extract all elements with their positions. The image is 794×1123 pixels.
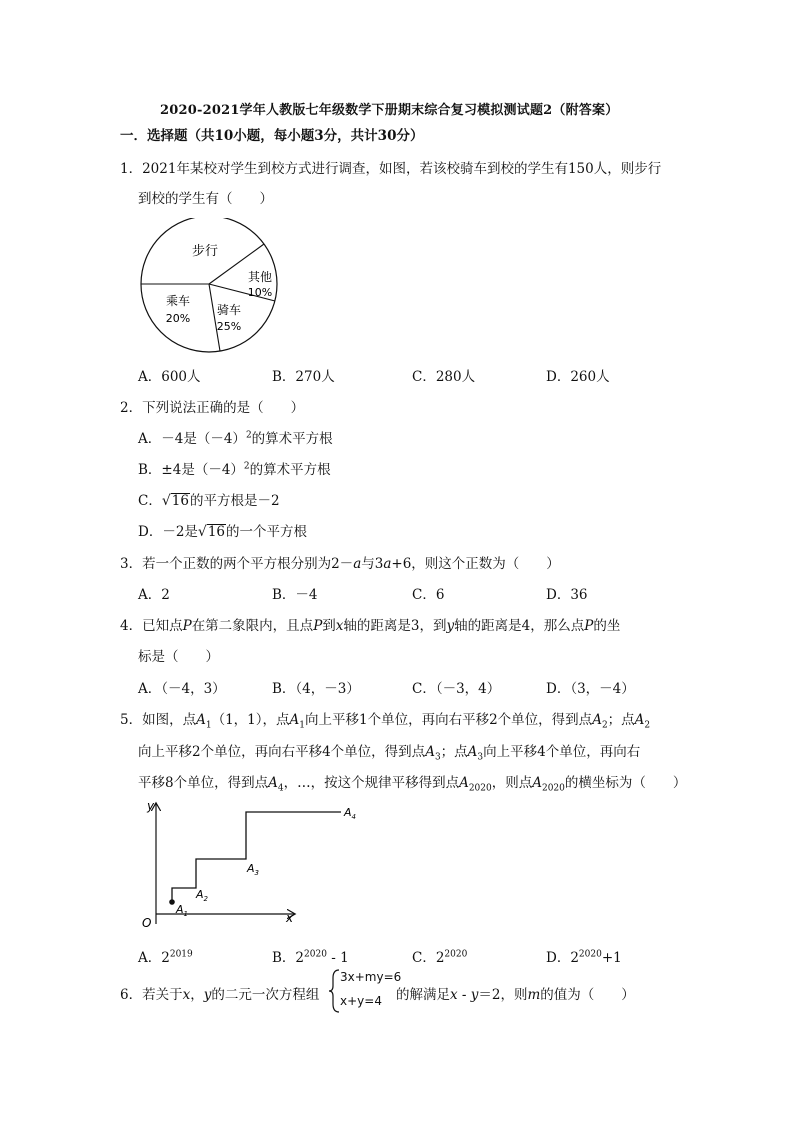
q2-option-b: B．±4是$(-4)^2$的算术平方根 (138, 461, 331, 478)
q4-stem-line1: 4．已知点P在第二象限内，且点P到x轴的距离是3，到y轴的距离是4，那么点P的坐 (120, 618, 621, 634)
pie-label-walk: 步行 (191, 244, 219, 259)
label-a1: $A_1$ (176, 903, 188, 918)
q1-option-a: A．600人 (138, 369, 201, 385)
q3-option-a: A．2 (138, 587, 170, 603)
q2-option-d: D．－2是√16的一个平方根 (138, 524, 308, 540)
q6-stem: 6．若关于x，y的二元一次方程组 (120, 987, 320, 1003)
pie-chart (138, 218, 288, 358)
q4-option-b: B．（4，－3） (272, 681, 360, 697)
page-title: 2020-2021学年人教版七年级数学下册期末综合复习模拟测试题2（附答案） (160, 103, 619, 118)
pie-label-bus: 乘车 (165, 294, 191, 308)
q5-stem-line2: 向上平移2个单位，再向右平移4个单位，得到点$A_3$；点$A_3$向上平移4个单位，再向右 (138, 744, 641, 763)
y-axis-label: y (147, 800, 155, 813)
pie-pct-other: 10% (247, 286, 273, 299)
q5-stem-line1: 5．如图，点$A_1(1$，1），点$A_1$向上平移1个单位，再向右平移2个单位，得到点$A_2$；点$A_2$ (120, 712, 651, 731)
q3-option-b: B．－4 (272, 587, 318, 603)
q1-option-b: B．270人 (272, 369, 335, 385)
label-a3: $A_3$ (247, 862, 259, 877)
pie-pct-bus: 20% (165, 312, 191, 325)
system-equation-1: 3x+my=6 (340, 970, 402, 984)
q3-option-c: C．6 (412, 587, 445, 603)
q4-stem-line2: 标是（ ） (138, 649, 219, 665)
q3-option-d: D．36 (546, 587, 588, 603)
label-a2: $A_2$ (196, 888, 208, 903)
q5-option-d: D．$2^{2020}+1$ (546, 949, 622, 966)
q1-stem-line1: 1．2021年某校对学生到校方式进行调查，如图，若该校骑车到校的学生有150人，则步行 (120, 161, 662, 177)
q3-stem: 3．若一个正数的两个平方根分别为2－a与3a+6，则这个正数为（ ） (120, 556, 560, 572)
q4-option-c: C．（－3，4） (412, 681, 501, 697)
origin-label: O (142, 916, 152, 930)
system-brace (327, 968, 341, 1014)
q2-option-a: A．－4是$(-4)^2$的算术平方根 (138, 430, 333, 447)
q5-option-b: B．$2^{2020} - 1$ (272, 949, 349, 966)
point-a1 (169, 899, 175, 905)
q4-option-d: D．（3，－4） (546, 681, 635, 697)
q5-option-a: A．$2^{2019}$ (138, 949, 193, 966)
q4-option-a: A．（－4，3） (138, 681, 226, 697)
pie-divider-bike-bus (209, 284, 220, 351)
coordinate-graph (136, 800, 376, 935)
pie-label-bike: 骑车 (216, 303, 242, 317)
system-equation-2: x+y=4 (340, 994, 382, 1008)
section-heading: 一．选择题（共10小题，每小题3分，共计30分） (120, 128, 424, 144)
q2-stem: 2．下列说法正确的是（ ） (120, 400, 305, 416)
q2-option-c: C．√16的平方根是－2 (138, 493, 280, 509)
q1-option-c: C．280人 (412, 369, 476, 385)
q1-option-d: D．260人 (546, 369, 610, 385)
q5-stem-line3: 平移8个单位，得到点$A_4$，…，按这个规律平移得到点$A_{2020}$，则点$A_{2020}$的横坐标为（ ） (138, 775, 687, 794)
pie-pct-bike: 25% (216, 320, 242, 333)
q6-stem-tail: 的解满足x - y＝2，则m的值为（ ） (396, 987, 635, 1003)
pie-label-other: 其他 (247, 270, 273, 284)
q5-option-c: C．$2^{2020}$ (412, 949, 468, 966)
label-a4: $A_4$ (344, 806, 356, 821)
x-axis-label: x (286, 911, 294, 925)
q1-stem-line2: 到校的学生有（ ） (138, 191, 273, 207)
